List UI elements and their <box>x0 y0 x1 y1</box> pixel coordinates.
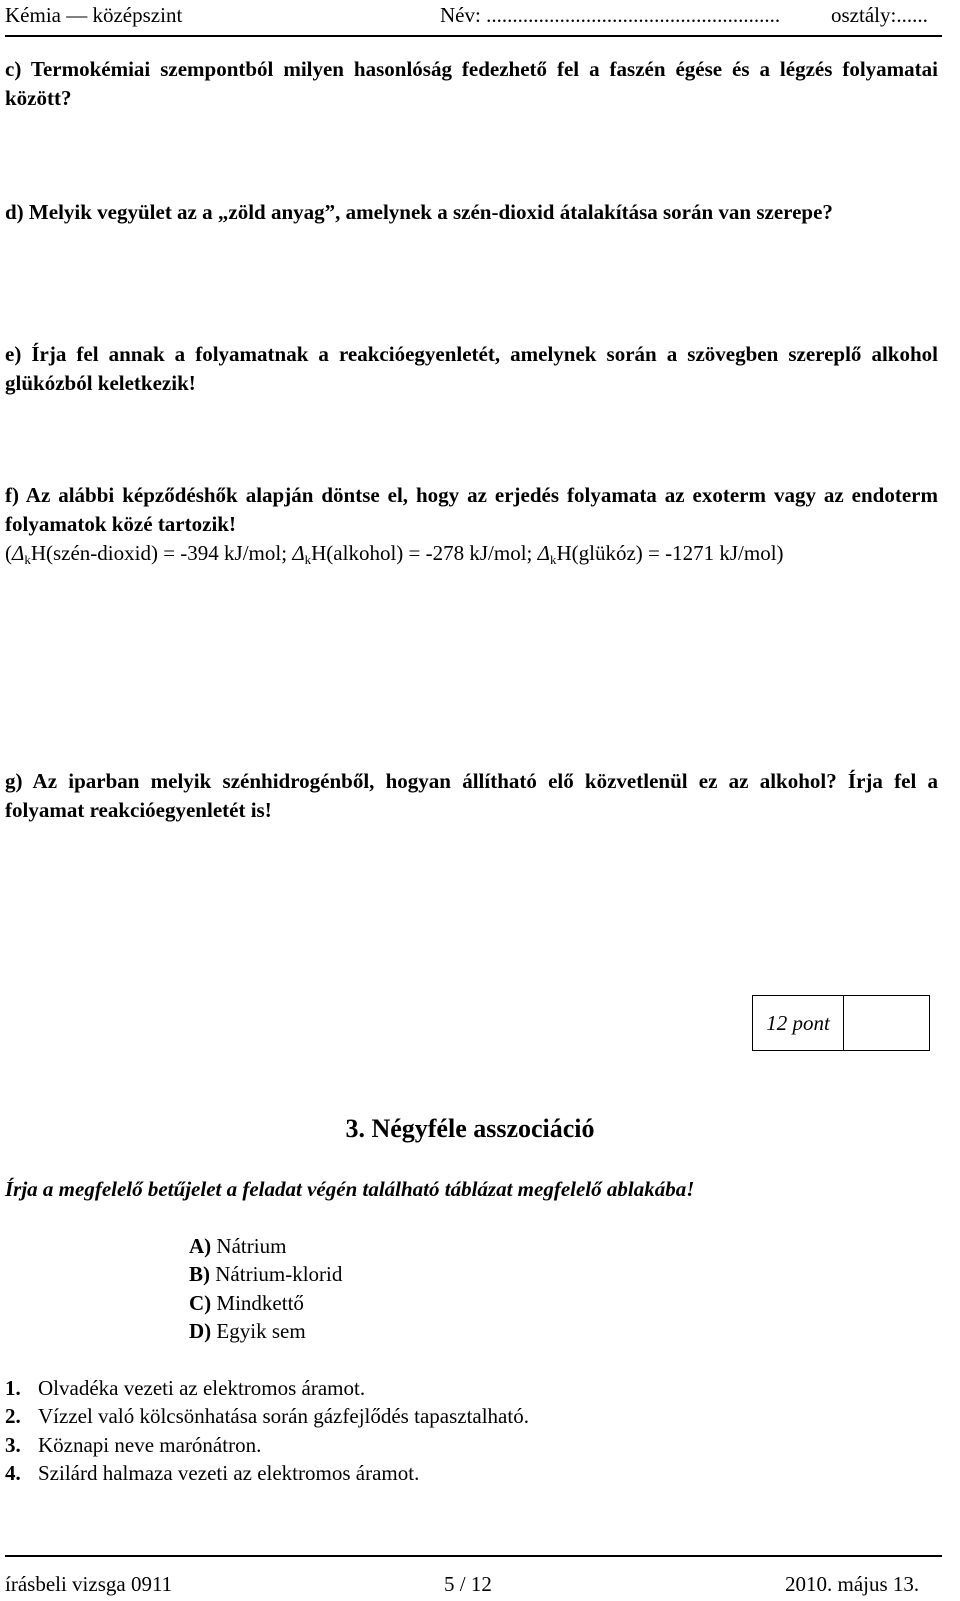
statement-2 <box>5 1404 529 1429</box>
glucose-formation-heat: H(glükóz) = -1271 kJ/mol) <box>556 541 784 565</box>
option-text: Nátrium-klorid <box>215 1262 343 1286</box>
statement-number: 2. <box>5 1404 21 1428</box>
statement-number: 1. <box>5 1376 21 1400</box>
section-instruction: Írja a megfelelő betűjelet a feladat végén található táblázat megfelelő ablakába! <box>5 1177 695 1201</box>
delta-subscript: k <box>24 552 31 567</box>
statement-text: Köznapi neve marónátron. <box>38 1433 262 1457</box>
co2-formation-heat: H(szén-dioxid) = -394 kJ/mol; <box>30 541 293 565</box>
delta-subscript: k <box>304 552 312 567</box>
page-number: 5 / 12 <box>444 1572 492 1596</box>
alcohol-formation-heat: H(alkohol) = -278 kJ/mol; <box>311 541 538 565</box>
statement-text: Olvadéka vezeti az elektromos áramot. <box>38 1376 366 1400</box>
option-letter: D) <box>189 1319 212 1343</box>
section-title: 3. Négyféle asszociáció <box>345 1114 595 1143</box>
name-field: Név: ........................................................ <box>440 3 781 27</box>
delta-symbol: Δ <box>537 541 550 565</box>
question-g: g) Az iparban melyik szénhidrogénből, hogyan állítható elő közvetlenül ez az alkohol? Írja fel a folyamat reakcióegyenletét is! <box>5 769 938 822</box>
subject-label: Kémia — középszint <box>5 3 183 27</box>
option-letter: A) <box>189 1234 212 1258</box>
statement-number: 3. <box>5 1433 21 1457</box>
option-c <box>189 1291 304 1316</box>
formation-heats-line <box>5 541 784 566</box>
delta-symbol: Δ <box>292 541 305 565</box>
option-a <box>189 1234 286 1259</box>
option-text: Mindkettő <box>216 1291 304 1315</box>
option-letter: B) <box>189 1262 210 1286</box>
statement-text: Szilárd halmaza vezeti az elektromos áramot. <box>38 1461 420 1485</box>
open-paren: ( <box>5 541 12 565</box>
exam-date: 2010. május 13. <box>785 1572 920 1596</box>
score-entry-cell[interactable] <box>844 996 929 1050</box>
score-box <box>752 995 930 1051</box>
statement-1 <box>5 1376 365 1401</box>
option-letter: C) <box>189 1291 212 1315</box>
question-c: c) Termokémiai szempontból milyen hasonlóság fedezhető fel a faszén égése és a légzés folyamatai között? <box>5 57 938 110</box>
page-header <box>0 0 960 36</box>
delta-subscript: k <box>549 552 557 567</box>
header-rule <box>5 35 942 37</box>
score-label: 12 pont <box>753 996 844 1050</box>
question-f: f) Az alábbi képződéshők alapján döntse el, hogy az erjedés folyamata az exoterm vagy az endoterm folyamatok közé tartozik! <box>5 483 938 536</box>
statement-4 <box>5 1461 419 1486</box>
exam-code: írásbeli vizsga 0911 <box>5 1572 173 1596</box>
option-text: Egyik sem <box>216 1319 306 1343</box>
question-e: e) Írja fel annak a folyamatnak a reakcióegyenletét, amelynek során a szövegben szereplő alkohol glükózból keletkezik! <box>5 342 938 395</box>
question-d: d) Melyik vegyület az a „zöld anyag”, amelynek a szén-dioxid átalakítása során van szerepe? <box>5 200 833 224</box>
statement-text: Vízzel való kölcsönhatása során gázfejlődés tapasztalható. <box>38 1404 529 1428</box>
option-b <box>189 1262 342 1287</box>
class-field: osztály:...... <box>831 3 928 27</box>
statement-number: 4. <box>5 1461 21 1485</box>
option-d <box>189 1319 306 1344</box>
statement-3 <box>5 1433 261 1458</box>
delta-symbol: Δ <box>12 541 25 565</box>
option-text: Nátrium <box>216 1234 287 1258</box>
footer-rule <box>5 1555 942 1557</box>
